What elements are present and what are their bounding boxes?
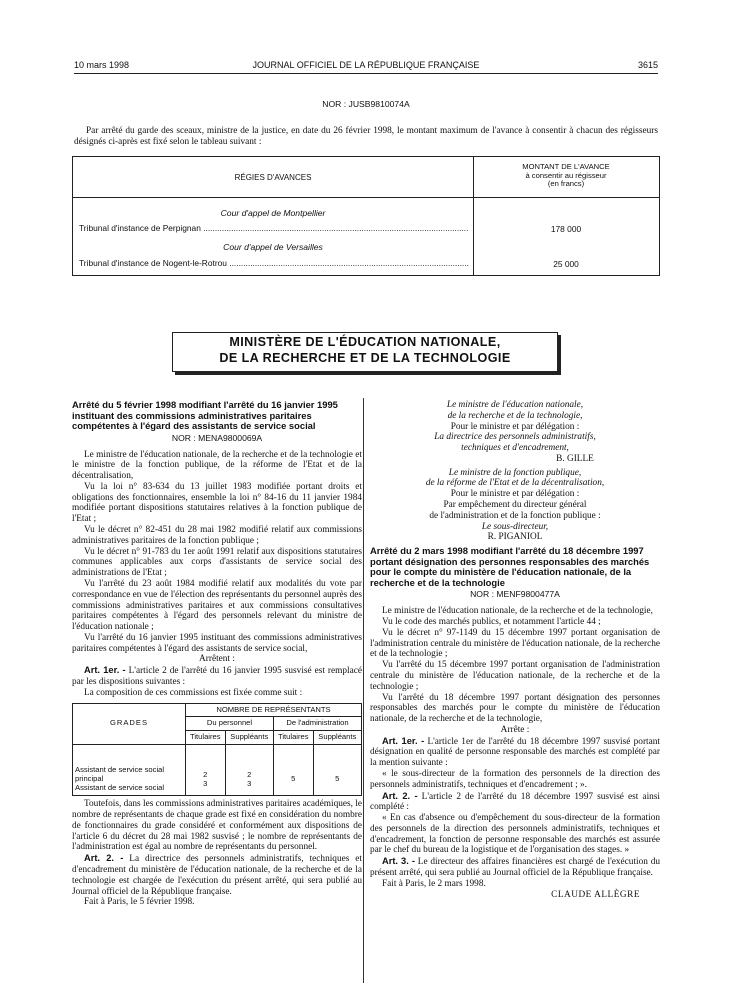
left-decree-title: Arrêté du 5 février 1998 modifiant l'arrêté du 16 janvier 1995 instituant des commissions administratives paritaires compétentes à l'égard des assistants de service social (72, 399, 338, 432)
left-arretent: Arrêtent : (199, 654, 235, 665)
signature-block-2: Le ministre de la fonction publique, de la réforme de l'Etat et de la décentralisation, Pour le ministre et par délégation : Par empêchement du directeur général de l'administration et de la fonction publique : Le sous-directeur, R. PIGANIOL (425, 467, 605, 543)
left-nor: NOR : MENA9800069A (171, 432, 263, 443)
top-paragraph-text: Par arrêté du garde des sceaux, ministre de la justice, en date du 26 février 1998, le montant maximum de l'avance à consentir à chacun des régisseurs désignés ci-après est fixé selon le tableau suivant : (74, 126, 658, 147)
left-fait: Fait à Paris, le 5 février 1998. (84, 897, 195, 908)
header-rule (74, 73, 658, 74)
column-divider (363, 398, 364, 983)
advances-table (72, 156, 660, 276)
right-fait: Fait à Paris, le 2 mars 1998. (382, 878, 486, 889)
header-page-number: 3615 (637, 60, 658, 70)
advances-col1-header: RÉGIES D'AVANCES (234, 173, 312, 182)
advances-col2-header: MONTANT DE L'AVANCE à consentir au régisseur (en francs) (522, 162, 610, 188)
amount-perpignan: 178 000 (550, 224, 582, 234)
row-nogent: Tribunal d'instance de Nogent-le-Rotrou ..... (79, 259, 469, 269)
top-paragraph (74, 126, 658, 148)
ministry-banner: MINISTÈRE DE L'ÉDUCATION NATIONALE, DE LA RECHERCHE ET DE LA TECHNOLOGIE (172, 332, 558, 372)
top-nor: NOR : JUSB9810074A (322, 99, 410, 109)
left-column: Arrêté du 5 février 1998 modifiant l'arrêté du 16 janvier 1995 instituant des commissions administratives paritaires compétentes à l'égard des assistants de service social NOR : MENA9800069A Le ministre de l'éducation nationale, de la recherche et de la technologie et le ministre de la fonction publique, de la réforme de l'Etat et de la décentralisation, Vu la loi n° 83-634 du 13 juillet 1983 modifiée portant droits et obligations des fonctionnaires, ensemble la loi n° 84-16 du 11 janvier 1984 modifiée portant dispositions statutaires relatives à la fonction publique de l'Etat ; Vu le décret n° 82-451 du 28 mai 1982 modifié relatif aux commissions administratives paritaires de la fonction publique ; Vu le décret n° 91-783 du 1er août 1991 relatif aux dispositions statutaires communes applicables aux corps d'assistants de service social des administrations de l'Etat ; Vu l'arrêté du 23 août 1984 modifié relatif aux modalités du vote par correspondance en vue de l'élection des représentants du personnel auprès des commissions administratives paritaires et aux commissions consultatives paritaires compétentes à l'égard des personnels relevant du ministre de l'éducation nationale ; Vu l'arrêté du 16 janvier 1995 instituant des commissions administratives paritaires compétentes à l'égard des assistants de service social, Arrêtent : Art. 1er. - L'article 2 de l'arrêté du 16 janvier 1995 susvisé est remplacé par les dispositions suivantes : La composition de ces commissions est fixée comme suit : GRADES NOMBRE DE REPRÉSENTANTS Du personnel De l'administration Titulaires Suppléants Titulaires Suppléants Assistant de service social principal Assistant de service social 2 3 2 3 5 5 Toutefois, dans les commissions administratives paritaires académiques, le nombre de représentants de chaque grade est fixé en considération du nombre de fonctionnaires du grade considéré et conformément aux dispositions de l'article 6 du décret du 28 mai 1982 susvisé ; le nombre de représentants de l'administration est égal au nombre de représentants du personnel. Art. 2. - La directrice des personnels administratifs, techniques et d'encadrement du ministère de l'éducation nationale, de la recherche et de la technologie est chargée de l'exécution du présent arrêté, qui sera publié au Journal officiel de la République française. Fait à Paris, le 5 février 1998. (72, 399, 363, 908)
court-versailles: Cour d'appel de Versailles (223, 242, 323, 252)
right-column: Le ministre de l'éducation nationale, de la recherche et de la technologie, Pour le ministre et par délégation : La directrice des personnels administratifs, techniques et d'encadrement, B. GILLE Le ministre de la fonction publique, de la réforme de l'Etat et de la décentralisation, Pour le ministre et par délégation : Par empêchement du directeur général de l'administration et de la fonction publique : Le sous-directeur, R. PIGANIOL Arrêté du 2 mars 1998 modifiant l'arrêté du 18 décembre 1997 portant désignation des personnes responsables des marchés pour le compte du ministère de l'éducation nationale, de la recherche et de la technologie NOR : MENF9800477A Le ministre de l'éducation nationale, de la recherche et de la technologie, Vu le code des marchés publics, et notamment l'article 44 ; Vu le décret n° 97-1149 du 15 décembre 1997 portant organisation de l'administration centrale du ministère de l'éducation nationale, de la recherche et de la technologie ; Vu l'arrêté du 15 décembre 1997 portant organisation de l'administration centrale du ministère de l'éducation nationale, de la recherche et de la technologie ; Vu l'arrêté du 18 décembre 1997 portant désignation des personnes responsables des marchés pour le compte du ministère de l'éducation nationale, de la recherche et de la technologie, Arrête : Art. 1er. - L'article 1er de l'arrêté du 18 décembre 1997 susvisé portant désignation en qualité de personne responsable des marchés est complété par la mention suivante : « le sous-directeur de la formation des personnels de la direction des personnels administratifs, techniques et d'encadrement ; ». Art. 2. - L'article 2 de l'arrêté du 18 décembre 1997 susvisé est ainsi complété : « En cas d'absence ou d'empêchement du sous-directeur de la formation des personnels de la direction des personnels administratifs, techniques et d'encadrement, la fonction de personne responsable des marchés est assurée par le chef du bureau de la logistique et de l'organisation des stages. » Art. 3. - Le directeur des affaires financières est chargé de l'exécution du présent arrêté, qui sera publié au Journal officiel de la République française. Fait à Paris, le 2 mars 1998. CLAUDE ALLÈGRE (370, 400, 661, 900)
page-header (74, 60, 658, 72)
row-perpignan: Tribunal d'instance de Perpignan ..... (79, 224, 469, 234)
right-decree-title: Arrêté du 2 mars 1998 modifiant l'arrêté du 18 décembre 1997 portant désignation des personnes responsables des marchés pour le compte du ministère de l'éducation nationale, de la recherche et de la technologie (370, 545, 650, 588)
amount-nogent: 25 000 (553, 259, 579, 269)
right-arrete: Arrête : (500, 724, 530, 735)
representatives-table: GRADES NOMBRE DE REPRÉSENTANTS Du personnel De l'administration Titulaires Suppléants Titulaires Suppléants Assistant de service social principal Assistant de service social 2 3 2 3 5 5 (72, 703, 362, 797)
header-journal-title: JOURNAL OFFICIEL DE LA RÉPUBLIQUE FRANÇAISE (252, 60, 480, 70)
right-nor: NOR : MENF9800477A (470, 589, 560, 600)
signature-block-1: Le ministre de l'éducation nationale, de la recherche et de la technologie, Pour le ministre et par délégation : La directrice des personnels administratifs, techniques et d'encadrement, B. GILLE (434, 400, 596, 464)
court-montpellier: Cour d'appel de Montpellier (220, 208, 326, 218)
right-signature: CLAUDE ALLÈGRE (551, 889, 640, 900)
header-date: 10 mars 1998 (74, 60, 130, 70)
